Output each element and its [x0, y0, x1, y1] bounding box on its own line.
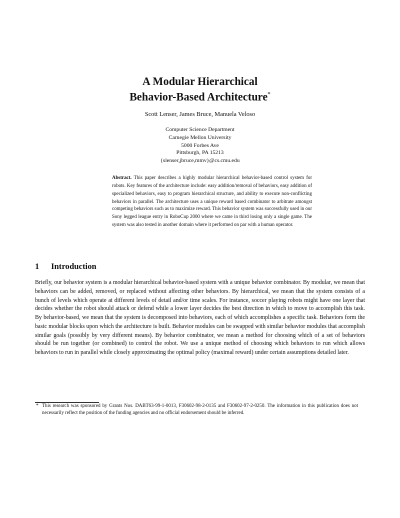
section-heading	[35, 262, 96, 272]
abstract-label: Abstract.	[112, 176, 132, 181]
abstract	[112, 175, 312, 230]
footnote-divider	[35, 402, 99, 403]
footnote-text: This research was sponsored by Grants Nos. DABT63-99-1-0013, F30602-98-2-0135 and F30602-97-2-0250. The information in this publication does not necessarily reflect the position of the funding agencies and no official endorsement should be inferred.	[42, 404, 358, 416]
affiliation-email: {slenser,jbruce,mmv}@cs.cmu.edu	[160, 158, 240, 165]
paper-title-line1: A Modular Hierarchical	[142, 76, 258, 88]
section-number: 1	[35, 262, 40, 271]
introduction-paragraph: Briefly, our behavior system is a modular hierarchical behavior-based system with a unique behavior combinator. By modular, we mean that behaviors can be added, removed, or replaced without affecting other behaviors. By hierarchical, we mean that the system consists of a bunch of levels which operate at different levels of detail and/or time scales. For instance, soccer playing robots might have one layer that decides whether the robot should attack or defend while a lower layer decides the best direction in which to move to accomplish this task. By behavior-based, we mean that the system is decomposed into behaviors, each of which accomplishes a specific task. Behaviors form the basic modular blocks upon which the architecture is built. Behavior modules can be swapped with similar behavior modules that accomplish similar goals (possibly by very different means). By behavior combinator, we mean a method for choosing which of a set of behaviors should be run together (or combined) to control the robot. We use a unique method of choosing which behaviors to run which allows behaviors to run in parallel while closely approximating the optimal policy (maximal reward) under certain assumptions detailed later.	[35, 280, 365, 356]
paper-title-line2	[0, 89, 400, 105]
footnote-mark: *	[36, 404, 39, 409]
affiliation-university: Carnegie Mellon University	[168, 134, 232, 141]
affiliation-block	[0, 127, 400, 166]
affiliation-department: Computer Science Department	[165, 127, 235, 133]
author-list: Scott Lenser, James Bruce, Manuela Veloso	[144, 111, 256, 118]
title-footnote-mark: *	[267, 92, 271, 98]
paper-title-line2-text: Behavior-Based Architecture	[129, 91, 268, 104]
affiliation-street: 5000 Forbes Ave	[181, 142, 219, 149]
section-title: Introduction	[51, 262, 97, 271]
abstract-text: This paper describes a highly modular hierarchical behavior-based control system for robots. Key features of the architecture include: easy addition/removal of behaviors, easy addition of specialized behaviors, easy to program hierarchical structure, and ability to execute non-conflicting behaviors in parallel. The architecture uses a unique reward based combinator to arbitrate amongst competing behaviors such as to maximize reward. This behavior system was successfully used in our Sony legged league entry in RoboCup 2000 where we came in third losing only a single game. The system was also tested in another domain where it performed on par with a human operator.	[112, 176, 312, 229]
footnote	[36, 404, 358, 418]
affiliation-city: Pittsburgh, PA 15213	[176, 150, 224, 157]
